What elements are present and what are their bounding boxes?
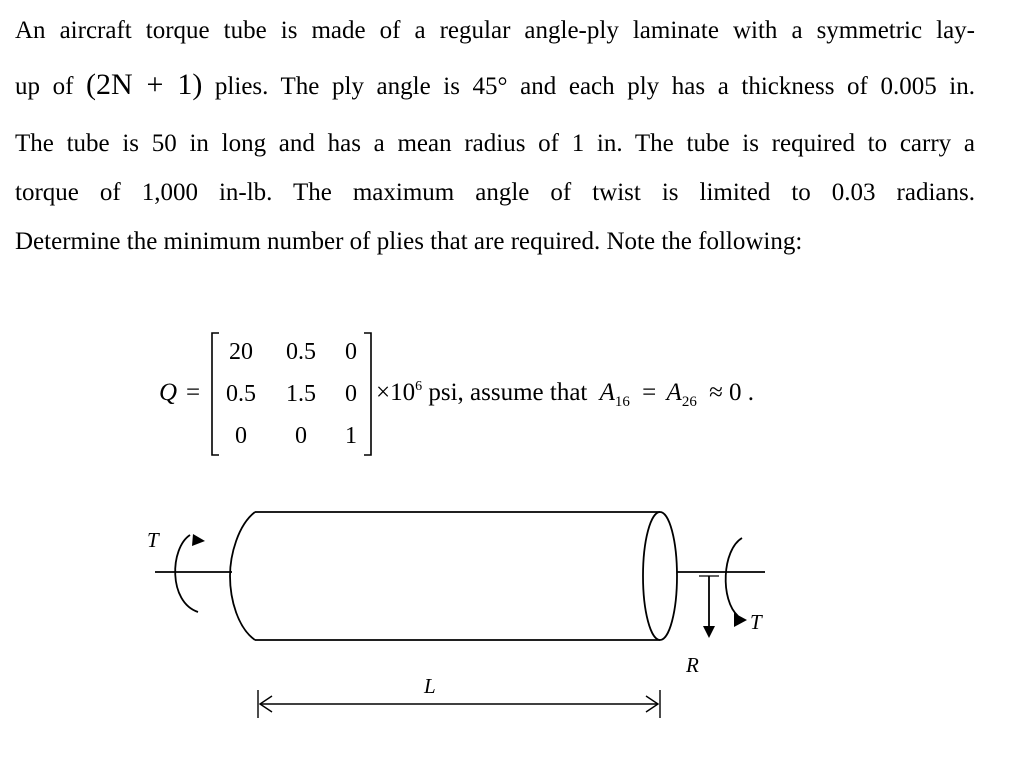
radius-arrowhead [703,626,715,638]
problem-line-2-post: plies. The ply angle is 45° and each ply has a thickness of 0.005 in. [214,73,976,100]
matrix-cell: 20 [229,339,253,365]
torque-label-right: T [750,610,762,634]
a26-symbol: A [666,379,682,406]
torque-tube [155,512,765,718]
matrix-cell: 0 [235,423,247,449]
a16-symbol: A [599,379,615,406]
arrowheads [192,534,747,638]
right-torque-arrow [726,538,742,616]
left-torque-arrowhead [192,534,205,546]
scale-exponent: 6 [415,379,423,394]
matrix-cell: 0.5 [286,339,316,365]
matrix-cell: 1.5 [286,381,316,407]
torque-label-left: T [147,528,159,552]
matrix-cell: 0 [345,339,357,365]
tube-right-end [643,512,677,640]
problem-line-3: The tube is 50 in long and has a mean radius of 1 in. The tube is required to carry a [15,130,975,157]
assumption-text: , assume that [457,379,588,406]
tube-left-end [230,512,255,640]
times-ten: ×10 [376,379,416,406]
length-label: L [424,674,436,698]
right-bracket [364,333,371,455]
matrix-cell: 0 [345,381,357,407]
problem-line-2-pre: up of [15,73,74,100]
a26-subscript: 26 [681,394,697,410]
matrix-symbol: Q [159,379,178,406]
problem-line-1: An aircraft torque tube is made of a regular angle-ply laminate with a symmetric lay- [15,17,975,44]
right-torque-arrowhead [734,613,747,627]
unit-psi: psi [428,379,458,406]
problem-line-4: torque of 1,000 in-lb. The maximum angle of twist is limited to 0.03 radians. [15,179,975,206]
matrix-cell: 0.5 [226,381,256,407]
ply-count-formula: (2N + 1) [86,68,203,101]
matrix-brackets [212,333,371,455]
radius-label: R [686,653,699,677]
matrix-equals: = [186,379,201,406]
matrix-cell: 0 [295,423,307,449]
assumption-equals: = [642,379,657,406]
a16-subscript: 16 [614,394,630,410]
left-bracket [212,333,219,455]
approx-zero: ≈ 0 . [709,379,755,406]
matrix-cell: 1 [345,423,357,449]
problem-line-5: Determine the minimum number of plies that are required. Note the following: [15,228,803,255]
left-torque-arrow [175,535,198,612]
